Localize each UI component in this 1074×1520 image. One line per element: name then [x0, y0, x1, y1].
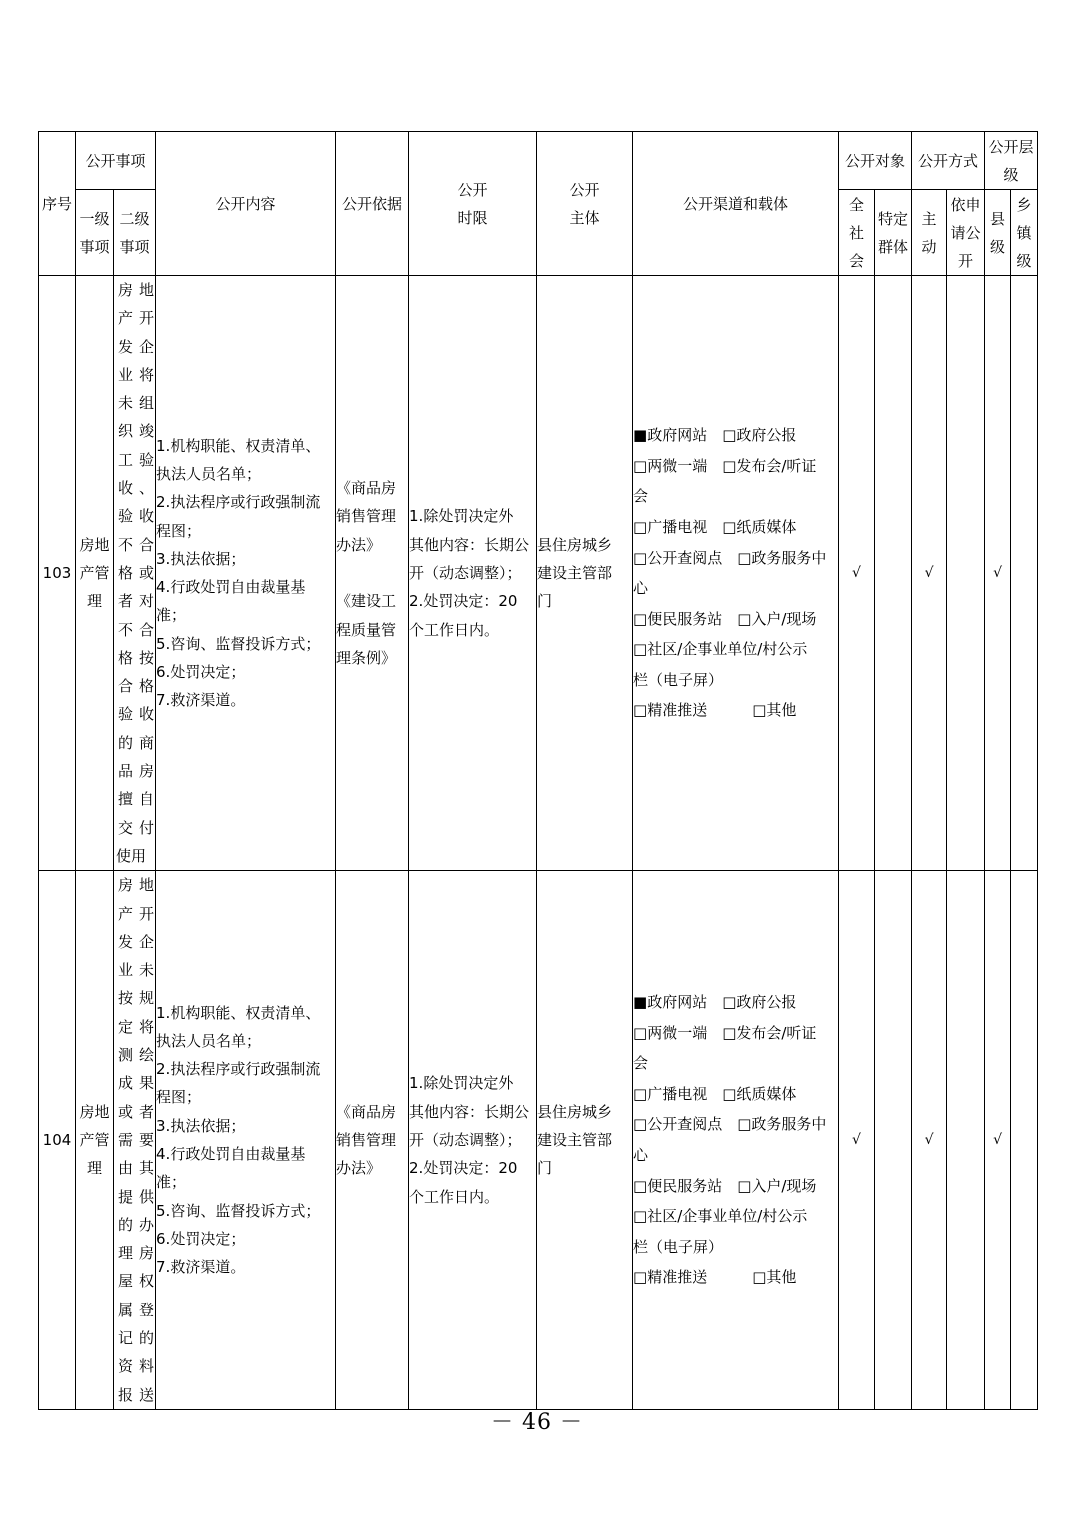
header-on-request-line: 依申 — [950, 195, 981, 214]
row-subject — [537, 276, 633, 871]
row-seq: 103 — [39, 276, 76, 871]
content-line: 6.处罚决定； — [156, 1229, 246, 1248]
row-cat1-line: 产管 — [79, 564, 110, 583]
row-cat2 — [114, 276, 156, 871]
row-cat1-line: 理 — [86, 592, 102, 611]
header-township-line: 级 — [1016, 251, 1032, 270]
header-on-request-line: 请公 — [950, 223, 981, 242]
row-on-request — [947, 871, 985, 1410]
row-all-society: √ — [839, 276, 875, 871]
cat2-char: 收 — [138, 705, 154, 724]
header-channel: 公开渠道和载体 — [633, 132, 839, 276]
limit-line: 其他内容：长期公 — [409, 1102, 530, 1121]
header-row-1 — [39, 132, 1038, 190]
cat2-char: 企 — [138, 337, 154, 356]
basis-line: 办法》 — [336, 1159, 382, 1178]
header-limit-line: 公开 — [457, 180, 488, 199]
row-proactive: √ — [912, 871, 947, 1410]
cat2-char: 合 — [117, 677, 133, 696]
row-content — [156, 871, 336, 1410]
cat2-char: 开 — [138, 904, 154, 923]
content-line: 5.咨询、监督投诉方式； — [156, 1201, 321, 1220]
header-county-line: 级 — [990, 237, 1006, 256]
header-all-society — [839, 190, 875, 276]
header-specific-group — [875, 190, 912, 276]
cat2-char: 地 — [138, 876, 154, 895]
cat2-char: 、 — [138, 479, 154, 498]
row-basis — [336, 276, 409, 871]
content-line: 2.执法程序或行政强制流 — [156, 493, 321, 512]
header-township-line: 镇 — [1016, 223, 1032, 242]
cat2-char: 将 — [138, 1017, 154, 1036]
content-line: 5.咨询、监督投诉方式； — [156, 634, 321, 653]
cat2-char: 登 — [138, 1300, 154, 1319]
header-subject-line: 公开 — [569, 180, 600, 199]
cat2-char: 业 — [117, 961, 133, 980]
cat2-char: 其 — [138, 1159, 154, 1178]
channel-line: ■政府网站 □政府公报 — [633, 993, 797, 1012]
header-method: 公开方式 — [912, 132, 985, 190]
limit-line: 1.除处罚决定外 — [409, 1074, 514, 1093]
cat2-char: 合 — [138, 620, 154, 639]
cat2-char: 企 — [138, 932, 154, 951]
row-cat1 — [76, 276, 114, 871]
cat2-char: 格 — [117, 563, 133, 582]
content-line: 程图； — [156, 521, 202, 540]
header-level — [985, 132, 1038, 190]
channel-line: □便民服务站 □入户/现场 — [633, 1176, 817, 1195]
subject-line: 门 — [537, 592, 553, 611]
row-channel — [633, 871, 839, 1410]
content-line: 准； — [156, 1173, 187, 1192]
subject-line: 建设主管部 — [537, 1130, 613, 1149]
cat2-char: 料 — [138, 1357, 154, 1376]
cat2-char: 验 — [138, 450, 154, 469]
subject-line: 门 — [537, 1159, 553, 1178]
content-line: 3.执法依据； — [156, 1116, 246, 1135]
cat2-char: 供 — [138, 1187, 154, 1206]
table-row — [39, 871, 1038, 1410]
cat2-char: 房 — [117, 281, 133, 299]
content-line: 执法人员名单； — [156, 464, 262, 483]
cat2-char: 工 — [117, 450, 133, 469]
header-all-society-line: 会 — [849, 251, 865, 270]
cat2-char: 格 — [117, 648, 133, 667]
header-level1 — [76, 190, 114, 276]
cat2-char: 定 — [117, 1017, 133, 1036]
subject-line: 县住房城乡 — [537, 1102, 613, 1121]
basis-line: 《建设工 — [336, 592, 397, 611]
cat2-char: 由 — [117, 1159, 133, 1178]
header-level2-line: 二级 — [119, 209, 150, 228]
cat2-char: 果 — [138, 1074, 154, 1093]
limit-line: 个工作日内。 — [409, 620, 500, 639]
cat2-char: 组 — [138, 394, 154, 413]
row-basis — [336, 871, 409, 1410]
row-township — [1011, 276, 1038, 871]
cat2-char: 测 — [117, 1046, 133, 1065]
table-row — [39, 276, 1038, 871]
cat2-char: 未 — [138, 961, 154, 980]
cat2-char: 合 — [138, 535, 154, 554]
basis-line: 理条例》 — [336, 648, 397, 667]
row-proactive: √ — [912, 276, 947, 871]
row-cat1-line: 房地 — [79, 1103, 110, 1122]
basis-line: 《商品房 — [336, 479, 397, 498]
header-level2 — [114, 190, 156, 276]
cat2-char: 按 — [138, 648, 154, 667]
cat2-char: 的 — [117, 1215, 133, 1234]
content-line: 程图； — [156, 1088, 202, 1107]
header-county — [985, 190, 1011, 276]
header-level-line: 公开层 — [988, 137, 1034, 156]
cat2-char: 者 — [117, 592, 133, 611]
row-cat1-line: 产管 — [79, 1131, 110, 1150]
channel-line: 心 — [633, 579, 649, 598]
header-level-line: 级 — [1003, 165, 1019, 184]
cat2-char: 产 — [117, 904, 133, 923]
header-level2-line: 事项 — [119, 237, 150, 256]
content-line: 7.救济渠道。 — [156, 1258, 246, 1277]
row-specific-group — [875, 276, 912, 871]
cat2-char: 报 — [117, 1385, 133, 1404]
row-limit — [409, 871, 537, 1410]
cat2-char: 的 — [138, 1328, 154, 1347]
cat2-char: 房 — [138, 1244, 154, 1263]
header-content: 公开内容 — [156, 132, 336, 276]
header-proactive — [912, 190, 947, 276]
limit-line: 2.处罚决定：20 — [409, 1159, 518, 1178]
cat2-char: 开 — [138, 309, 154, 328]
cat2-char: 成 — [117, 1074, 133, 1093]
cat2-char: 付 — [138, 818, 154, 837]
cat2-char: 验 — [117, 507, 133, 526]
cat2-char: 或 — [117, 1102, 133, 1121]
content-line: 7.救济渠道。 — [156, 691, 246, 710]
row-seq: 104 — [39, 871, 76, 1410]
content-line: 准； — [156, 606, 187, 625]
cat2-char: 收 — [117, 479, 133, 498]
row-limit — [409, 276, 537, 871]
row-county: √ — [985, 276, 1011, 871]
channel-line: □精准推送 □其他 — [633, 701, 797, 720]
header-level1-line: 一级 — [79, 209, 110, 228]
cat2-char: 将 — [138, 365, 154, 384]
row-content — [156, 276, 336, 871]
content-line: 6.处罚决定； — [156, 663, 246, 681]
subject-line: 建设主管部 — [537, 563, 613, 582]
content-line: 4.行政处罚自由裁量基 — [156, 1145, 306, 1164]
content-line: 4.行政处罚自由裁量基 — [156, 578, 306, 597]
header-township — [1011, 190, 1038, 276]
cat2-char: 房 — [138, 762, 154, 781]
cat2-char: 织 — [117, 422, 133, 441]
cat2-char: 绘 — [138, 1046, 154, 1065]
header-on-request — [947, 190, 985, 276]
cat2-char: 自 — [138, 790, 154, 809]
channel-line: 栏（电子屏） — [633, 670, 724, 689]
row-on-request — [947, 276, 985, 871]
cat2-char: 收 — [138, 507, 154, 526]
cat2-char: 业 — [117, 365, 133, 384]
row-channel — [633, 276, 839, 871]
header-target: 公开对象 — [839, 132, 912, 190]
content-line: 1.机构职能、权责清单、 — [156, 436, 321, 455]
row-cat2-vertical-text — [114, 871, 155, 1409]
basis-line: 程质量管 — [336, 620, 397, 639]
row-cat1-line: 理 — [86, 1159, 102, 1178]
channel-line: □广播电视 □纸质媒体 — [633, 517, 797, 536]
cat2-char: 产 — [117, 309, 133, 328]
row-cat1-line: 房地 — [79, 536, 110, 555]
content-line: 1.机构职能、权责清单、 — [156, 1003, 321, 1022]
cat2-char: 权 — [138, 1272, 154, 1291]
cat2-tail: 使用 — [116, 846, 147, 865]
limit-line: 开（动态调整）； — [409, 1130, 522, 1149]
cat2-char: 理 — [117, 1244, 133, 1263]
cat2-char: 未 — [117, 394, 133, 413]
header-county-line: 县 — [990, 209, 1006, 228]
header-specific-group-line: 群体 — [878, 237, 909, 256]
cat2-char: 竣 — [138, 422, 154, 441]
row-cat2-vertical-text — [114, 276, 155, 870]
channel-line: □便民服务站 □入户/现场 — [633, 609, 817, 628]
cat2-char: 需 — [117, 1130, 133, 1149]
cat2-char: 按 — [117, 989, 133, 1008]
subject-line: 县住房城乡 — [537, 535, 613, 554]
cat2-char: 规 — [138, 989, 154, 1008]
cat2-char: 者 — [138, 1102, 154, 1121]
header-subject — [537, 132, 633, 276]
limit-line: 1.除处罚决定外 — [409, 507, 514, 526]
cat2-char: 记 — [117, 1328, 133, 1347]
header-items: 公开事项 — [76, 132, 156, 190]
cat2-char: 要 — [138, 1130, 154, 1149]
content-line: 执法人员名单； — [156, 1031, 262, 1050]
channel-line: □公开查阅点 □政务服务中 — [633, 1115, 827, 1134]
limit-line: 个工作日内。 — [409, 1187, 500, 1206]
cat2-char: 提 — [117, 1187, 133, 1206]
channel-line: 栏（电子屏） — [633, 1237, 724, 1256]
content-line: 3.执法依据； — [156, 549, 246, 568]
cat2-char: 交 — [117, 818, 133, 837]
header-on-request-line: 开 — [958, 251, 974, 270]
channel-line: 会 — [633, 487, 649, 506]
channel-line: 会 — [633, 1054, 649, 1073]
header-township-line: 乡 — [1016, 195, 1032, 214]
channel-line: □广播电视 □纸质媒体 — [633, 1084, 797, 1103]
cat2-char: 不 — [117, 535, 133, 554]
header-proactive-line: 主 — [921, 209, 937, 228]
channel-line: □社区/企事业单位/村公示 — [633, 1207, 808, 1226]
limit-line: 开（动态调整）； — [409, 563, 522, 582]
basis-line: 销售管理 — [336, 507, 397, 526]
row-township — [1011, 871, 1038, 1410]
channel-line: □两微一端 □发布会/听证 — [633, 1023, 817, 1042]
header-all-society-line: 全 — [849, 195, 865, 214]
header-basis: 公开依据 — [336, 132, 409, 276]
cat2-char: 品 — [117, 762, 133, 781]
limit-line: 2.处罚决定：20 — [409, 592, 518, 611]
header-limit-line: 时限 — [457, 208, 488, 227]
row-county: √ — [985, 871, 1011, 1410]
disclosure-table — [38, 131, 1038, 1410]
page-number: － 46 － — [491, 1410, 583, 1435]
cat2-char: 屋 — [117, 1272, 133, 1291]
limit-line: 其他内容：长期公 — [409, 535, 530, 554]
cat2-char: 发 — [117, 337, 133, 356]
cat2-char: 擅 — [117, 790, 133, 809]
basis-line: 办法》 — [336, 535, 382, 554]
header-specific-group-line: 特定 — [878, 209, 909, 228]
basis-line: 销售管理 — [336, 1130, 397, 1149]
header-limit — [409, 132, 537, 276]
cat2-char: 资 — [117, 1357, 133, 1376]
channel-line: □两微一端 □发布会/听证 — [633, 456, 817, 475]
cat2-char: 对 — [138, 592, 154, 611]
header-level1-line: 事项 — [79, 237, 110, 256]
cat2-char: 发 — [117, 932, 133, 951]
row-subject — [537, 871, 633, 1410]
cat2-char: 地 — [138, 281, 154, 299]
channel-line: ■政府网站 □政府公报 — [633, 426, 797, 445]
content-line: 2.执法程序或行政强制流 — [156, 1060, 321, 1079]
cat2-char: 办 — [138, 1215, 154, 1234]
cat2-char: 不 — [117, 620, 133, 639]
row-specific-group — [875, 871, 912, 1410]
cat2-char: 商 — [138, 733, 154, 752]
cat2-char: 房 — [117, 876, 133, 895]
row-cat1 — [76, 871, 114, 1410]
header-all-society-line: 社 — [849, 223, 865, 242]
basis-line: 《商品房 — [336, 1102, 397, 1121]
channel-line: □精准推送 □其他 — [633, 1268, 797, 1287]
channel-line: 心 — [633, 1146, 649, 1165]
cat2-char: 属 — [117, 1300, 133, 1319]
row-all-society: √ — [839, 871, 875, 1410]
channel-line: □社区/企事业单位/村公示 — [633, 640, 808, 659]
cat2-char: 验 — [117, 705, 133, 724]
channel-line: □公开查阅点 □政务服务中 — [633, 548, 827, 567]
header-proactive-line: 动 — [921, 237, 937, 256]
cat2-char: 或 — [138, 563, 154, 582]
header-subject-line: 主体 — [569, 208, 600, 227]
header-seq: 序号 — [39, 132, 76, 276]
cat2-char: 的 — [117, 733, 133, 752]
basis-line — [336, 559, 408, 587]
cat2-char: 格 — [138, 677, 154, 696]
row-cat2 — [114, 871, 156, 1410]
cat2-char: 送 — [138, 1385, 154, 1404]
